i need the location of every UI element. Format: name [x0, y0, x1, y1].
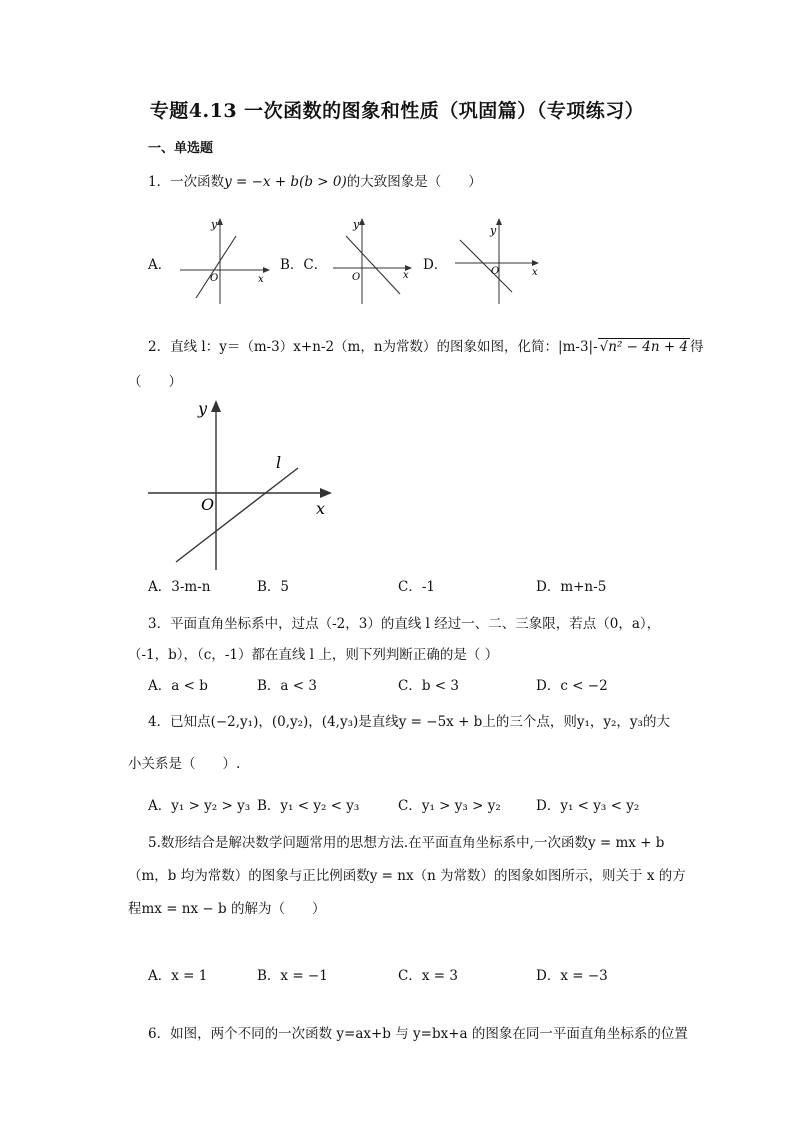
question-3-option-a: A．a < b — [148, 678, 208, 694]
question-3-stem-line-2: （-1，b），（c，-1）都在直线 l 上，则下列判断正确的是（ ） — [128, 647, 499, 663]
question-1-option-bc: B．C． — [280, 257, 328, 273]
question-1-stem: 1．一次函数y = −x + b(b > 0)的大致图象是（ ） — [148, 174, 482, 190]
question-2-option-a: A．3-m-n — [148, 579, 211, 595]
question-5-option-a: A．x = 1 — [148, 968, 208, 984]
question-2-option-d: D．m+n-5 — [536, 579, 607, 595]
question-3-option-c: C．b < 3 — [398, 678, 459, 694]
question-3-option-b: B．a < 3 — [257, 678, 317, 694]
question-1-graph-c — [330, 214, 420, 306]
question-5-stem-line-1: 5.数形结合是解决数学问题常用的思想方法.在平面直角坐标系中,一次函数y = mx + b — [148, 835, 665, 851]
question-4-stem-line-1: 4．已知点(−2,y₁)，(0,y₂)，(4,y₃)是直线y = −5x + b上的三个点，则y₁，y₂，y₃的大 — [148, 714, 670, 730]
question-1-option-d: D． — [423, 257, 448, 273]
question-5-option-b: B．x = −1 — [257, 968, 328, 984]
question-1-option-a: A． — [148, 257, 172, 273]
question-1-graph-d — [452, 214, 547, 306]
graph-d-y-label: y — [490, 224, 497, 237]
page-title: 专题4.13 一次函数的图象和性质（巩固篇）（专项练习） — [149, 100, 645, 122]
graph-a-origin-label: O — [210, 273, 219, 284]
question-4-option-c: C．y₁ > y₃ > y₂ — [398, 798, 501, 814]
question-3-option-d: D．c < −2 — [536, 678, 608, 694]
graph-a-x-label: x — [258, 274, 264, 285]
graph-2-line-label: l — [276, 453, 282, 472]
graph-d-origin-label: O — [491, 266, 500, 277]
question-2-answer-paren: （ ） — [128, 374, 182, 390]
question-2-graph — [146, 396, 336, 572]
graph-2-y-label: y — [198, 399, 208, 418]
question-5-stem-line-3: 程mx = nx − b 的解为（ ） — [128, 901, 326, 917]
graph-c-x-label: x — [403, 270, 409, 281]
question-5-option-d: D．x = −3 — [536, 968, 608, 984]
question-2-stem: 2．直线 l：y＝（m-3）x+n-2（m，n为常数）的图象如图，化简：|m-3|- √n² − 4n + 4 得 — [148, 339, 704, 355]
question-2-option-c: C．-1 — [398, 579, 435, 595]
question-2-option-b: B．5 — [257, 579, 290, 595]
question-6-stem-line-1: 6．如图，两个不同的一次函数 y=ax+b 与 y=bx+a 的图象在同一平面直角坐标系的位置 — [148, 1026, 688, 1042]
question-4-option-b: B．y₁ < y₂ < y₃ — [257, 798, 360, 814]
graph-d-x-label: x — [532, 267, 538, 278]
graph-2-x-label: x — [316, 499, 326, 518]
question-5-option-c: C．x = 3 — [398, 968, 458, 984]
question-4-option-d: D．y₁ < y₃ < y₂ — [536, 798, 640, 814]
graph-c-origin-label: O — [352, 272, 361, 283]
question-1-graph-a — [178, 214, 273, 306]
graph-c-y-label: y — [353, 218, 360, 231]
question-5-stem-line-2: （m，b 均为常数）的图象与正比例函数y = nx（n 为常数）的图象如图所示，则关于 x 的方 — [128, 868, 686, 884]
question-3-stem-line-1: 3．平面直角坐标系中，过点（-2，3）的直线 l 经过一、二、三象限，若点（0，a）， — [148, 616, 661, 632]
question-4-stem-line-2: 小关系是（ ）. — [128, 756, 241, 772]
question-2-sqrt: √n² − 4n + 4 — [599, 339, 689, 355]
question-1-formula: y = −x + b(b > 0) — [224, 174, 347, 190]
section-heading: 一、单选题 — [148, 141, 214, 156]
question-4-option-a: A．y₁ > y₂ > y₃ — [148, 798, 251, 814]
graph-2-origin-label: O — [201, 495, 215, 514]
graph-a-y-label: y — [211, 218, 218, 231]
